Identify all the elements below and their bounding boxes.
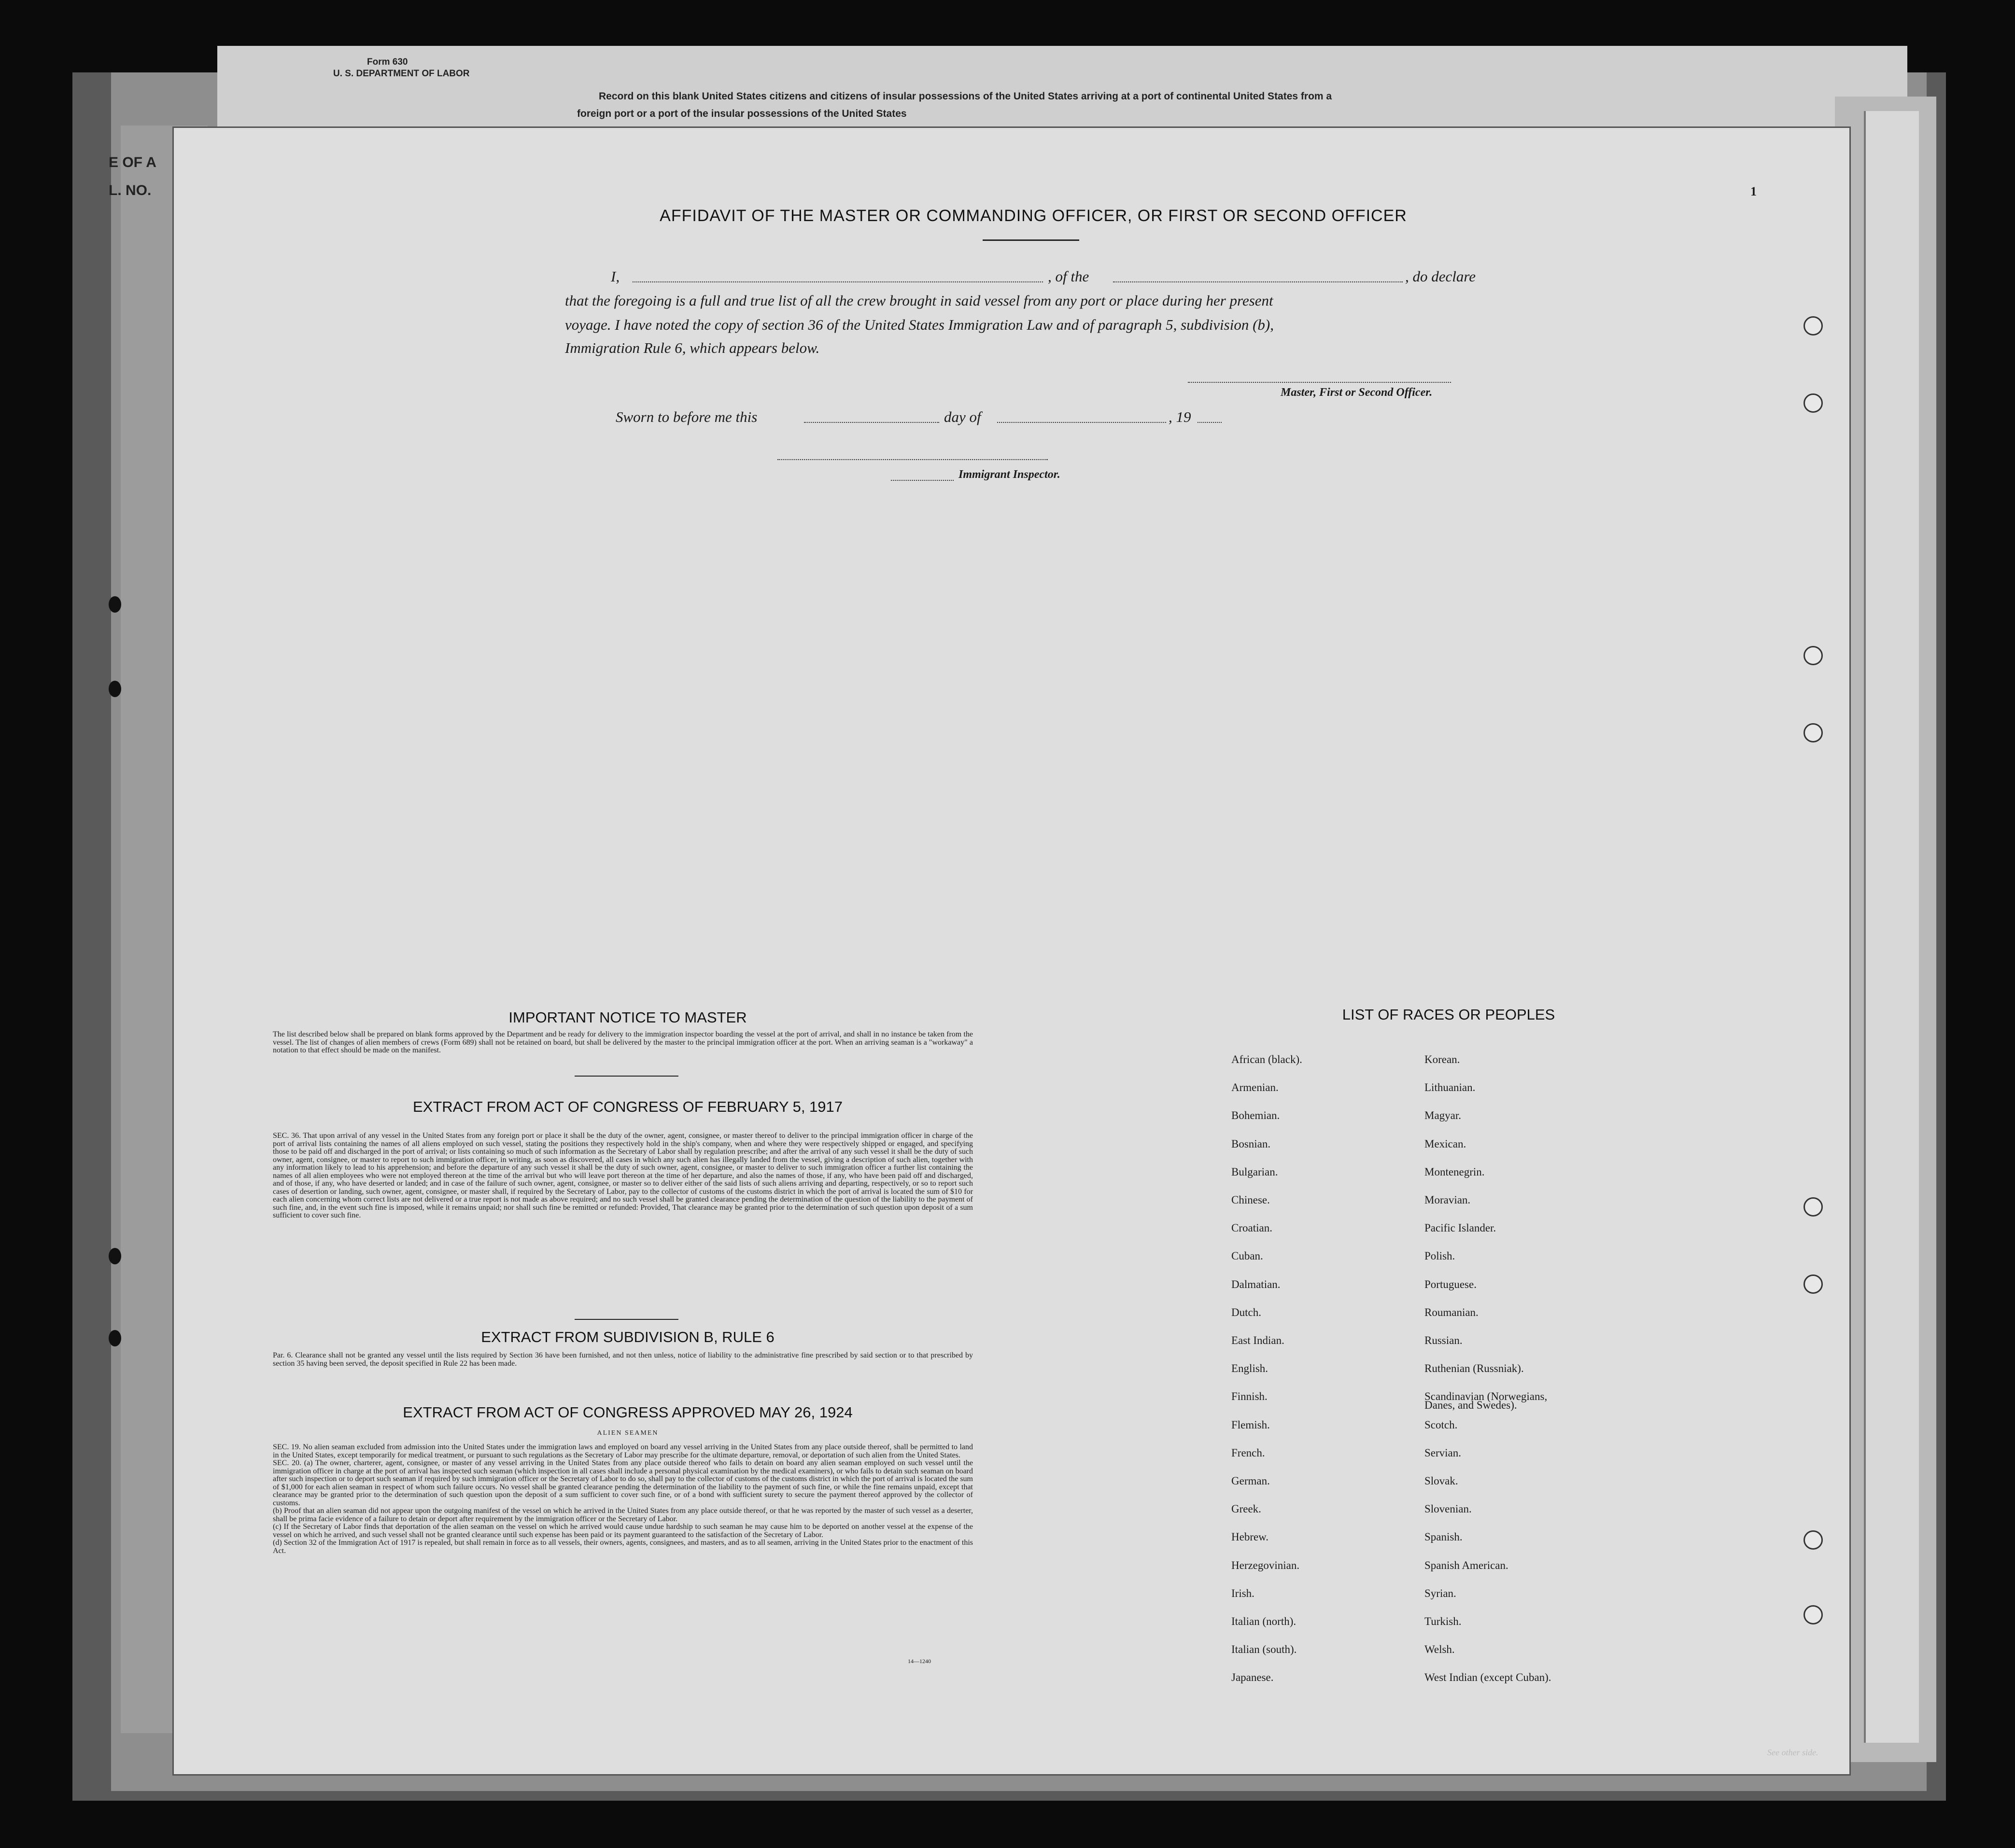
race-item: Bohemian. xyxy=(1231,1109,1280,1121)
sec-20a-paragraph: SEC. 20. (a) The owner, charterer, agent, consignee, or master of any vessel arriving in the United States from any place outside thereof who fails to detain on board any alien seaman employed on such vessel until the immigration officer in charge at the port of arrival has inspected such seaman (which inspection in all cases shall include a personal physical examination by the medical examiners), or who fails to detain such seaman on board after such inspection or to deport such seaman if required by such immigration officer or the Secretary of Labor to do so, shall pay to the collector of customs of the customs district in which the port of arrival is located the sum of $1,000 for each alien seaman in respect of whom such failure occurs. No vessel shall be granted clearance pending the determination of the liability to the payment of such fine, or while the fine remains unpaid, except that clearance may be granted prior to the determination of such question upon the deposit of a sum sufficient to cover such fine, or of a bond with sufficient surety to secure the payment thereof approved by the collector of customs. xyxy=(273,1459,973,1507)
race-item: Dalmatian. xyxy=(1231,1278,1281,1290)
race-item: Italian (south). xyxy=(1231,1643,1297,1655)
race-item: Mexican. xyxy=(1424,1138,1466,1150)
sec-20b-paragraph: (b) Proof that an alien seaman did not appear upon the outgoing manifest of the vessel on which he arrived in the United States from any place outside thereof, or that he was reported by the master of such vessel as a deserter, shall be prima facie evidence of a failure to detain or deport after requirement by the immigration officer or the Secretary of Labor. xyxy=(273,1507,973,1523)
sec-19-paragraph: SEC. 19. No alien seaman excluded from admission into the United States under the immigration laws and employed on board any vessel arriving in the United States from any place outside thereof, shall be permitted to land in the United States, except temporarily for medical treatment, or pursuant to such regulations as the Secretary of Labor may prescribe for the ultimate departure, removal, or deportation of such alien from the United States. xyxy=(273,1443,973,1459)
race-item: Scandinavian (Norwegians, xyxy=(1424,1390,1548,1402)
race-item: Bosnian. xyxy=(1231,1138,1271,1150)
race-item: Chinese. xyxy=(1231,1194,1270,1206)
top-form-number: Form 630 xyxy=(367,57,408,67)
see-other-side: See other side. xyxy=(1767,1748,1818,1757)
race-item: Irish. xyxy=(1231,1587,1254,1599)
race-item: Greek. xyxy=(1231,1503,1261,1515)
sworn-year-field[interactable] xyxy=(1198,421,1222,423)
punch-hole xyxy=(1804,1197,1823,1217)
punch-hole xyxy=(1804,723,1823,742)
race-item: English. xyxy=(1231,1362,1268,1374)
race-item: Roumanian. xyxy=(1424,1306,1479,1318)
race-item: Slovak. xyxy=(1424,1475,1458,1487)
binder-hole xyxy=(109,681,121,697)
affidavit-of-the: , of the xyxy=(1048,268,1089,285)
race-item: Spanish. xyxy=(1424,1531,1463,1543)
notice-body: The list described below shall be prepared on blank forms approved by the Department and be ready for delivery to the immigration inspector boarding the vessel at the port of arrival, and shall in no instance be taken from the vessel. The list of changes of alien members of crews (Form 689) shall not be retained on board, but shall be delivered by the master to the principal immigration officer at the port. When an arriving seaman is a "workaway" a notation to that effect should be made on the manifest. xyxy=(273,1030,973,1054)
affidavit-do-declare: , do declare xyxy=(1405,268,1476,285)
sworn-day-field[interactable] xyxy=(804,421,939,423)
binder-hole xyxy=(109,596,121,613)
race-item: Finnish. xyxy=(1231,1390,1268,1402)
sworn-month-field[interactable] xyxy=(997,421,1166,423)
affidavit-line-4: Immigration Rule 6, which appears below. xyxy=(565,339,820,356)
section-rule xyxy=(575,1076,678,1077)
race-item: Herzegovinian. xyxy=(1231,1559,1300,1571)
section-rule xyxy=(575,1319,678,1320)
race-item: Italian (north). xyxy=(1231,1615,1296,1627)
race-item: German. xyxy=(1231,1475,1270,1487)
extract-1924-title: EXTRACT FROM ACT OF CONGRESS APPROVED MAY 26, 1924 xyxy=(403,1404,853,1421)
race-item: West Indian (except Cuban). xyxy=(1424,1671,1551,1683)
race-item: Danes, and Swedes). xyxy=(1424,1399,1517,1411)
left-edge-text-2: L. NO. xyxy=(109,182,152,198)
sworn-label: Sworn to before me this xyxy=(616,408,758,425)
top-form-line1: Record on this blank United States citizens and citizens of insular possessions of the United States arriving at a port of continental United States from a xyxy=(599,91,1332,102)
extract-1917-title: EXTRACT FROM ACT OF CONGRESS OF FEBRUARY 5, 1917 xyxy=(412,1098,843,1115)
inspector-label: Immigrant Inspector. xyxy=(958,468,1060,481)
sec-20d-paragraph: (d) Section 32 of the Immigration Act of 1917 is repealed, but shall remain in force as to all vessels, their owners, agents, consignees, and masters, and as to all seamen, arriving in the United States prior to the enactment of this Act. xyxy=(273,1539,973,1555)
race-item: Lithuanian. xyxy=(1424,1081,1476,1093)
year-label: , 19 xyxy=(1169,408,1191,425)
race-item: Japanese. xyxy=(1231,1671,1274,1683)
affidavit-title: AFFIDAVIT OF THE MASTER OR COMMANDING OFFICER, OR FIRST OR SECOND OFFICER xyxy=(660,207,1407,225)
vessel-name-field[interactable] xyxy=(1113,281,1403,282)
race-item: Croatian. xyxy=(1231,1222,1272,1234)
race-item: Bulgarian. xyxy=(1231,1166,1278,1178)
race-item: Flemish. xyxy=(1231,1419,1270,1431)
race-item: Dutch. xyxy=(1231,1306,1261,1318)
race-item: Spanish American. xyxy=(1424,1559,1508,1571)
race-item: Welsh. xyxy=(1424,1643,1455,1655)
left-edge-text-1: E OF A xyxy=(109,154,156,170)
race-item: Montenegrin. xyxy=(1424,1166,1485,1178)
race-item: East Indian. xyxy=(1231,1334,1284,1346)
race-item: Magyar. xyxy=(1424,1109,1462,1121)
print-code: 14—1240 xyxy=(908,1658,931,1665)
day-of-label: day of xyxy=(944,408,981,425)
race-item: Scotch. xyxy=(1424,1419,1458,1431)
extract-1924-body xyxy=(273,1443,973,1555)
extract-1917-body: SEC. 36. That upon arrival of any vessel in the United States from any foreign port or place it shall be the duty of the owner, agent, consignee, or master thereof to deliver to the principal immigration officer in charge of the port of arrival lists containing the names of all aliens employed on such vessel, stating the positions they respectively hold in the ship's company, when and where they were respectively shipped or engaged, and specifying those to be paid off and discharged in the port of arrival; or lists containing so much of such information as the Secretary of Labor shall by regulation prescribe; and after the arrival of any such vessel it shall be the duty of such owner, agent, consignee, or master to report to such immigration officer, in writing, as soon as discovered, all cases in which any such alien has illegally landed from the vessel, giving a description of such alien, together with any information likely to lead to his apprehension; and before the departure of any such vessel it shall be the duty of such owner, agent, consignee, or master to deliver to such immigration officer a further list containing the names of all alien employees who were not employed thereon at the time of the arrival but who will leave port thereon at the time of her departure, and also the names of those, if any, who have been paid off and discharged, and of those, if any, who have deserted or landed; and in case of the failure of such owner, agent, consignee, or master so to deliver either of the said lists of such aliens arriving and departing, respectively, or so to report such cases of desertion or landing, such owner, agent, consignee, or master shall, if required by the Secretary of Labor, pay to the collector of customs of the customs district in which the port of arrival is located the sum of $10 for each alien concerning whom correct lists are not delivered or a true report is not made as above required; and no such vessel shall be granted clearance pending the determination of the question of the liability to the payment of such fine, and, in the event such fine is imposed, while it remains unpaid; nor shall such fine be remitted or refunded: Provided, That clearance may be granted prior to the determination of such question upon deposit of a sum sufficient to cover such fine. xyxy=(273,1132,973,1219)
punch-hole xyxy=(1804,1605,1823,1624)
race-item: Moravian. xyxy=(1424,1194,1471,1206)
race-item: Servian. xyxy=(1424,1447,1462,1459)
race-item: Polish. xyxy=(1424,1250,1455,1262)
extract-rule6-title: EXTRACT FROM SUBDIVISION B, RULE 6 xyxy=(481,1329,775,1345)
race-item: Russian. xyxy=(1424,1334,1463,1346)
inspector-signature-lead xyxy=(891,479,954,481)
race-item: French. xyxy=(1231,1447,1265,1459)
punch-hole xyxy=(1804,646,1823,665)
master-signature-field[interactable] xyxy=(1188,381,1451,383)
top-form-line2: foreign port or a port of the insular possessions of the United States xyxy=(577,108,907,119)
race-item: Slovenian. xyxy=(1424,1503,1472,1515)
notice-title: IMPORTANT NOTICE TO MASTER xyxy=(508,1009,747,1026)
alien-seamen-subtitle: ALIEN SEAMEN xyxy=(597,1429,659,1437)
binder-hole xyxy=(109,1330,121,1346)
extract-rule6-body: Par. 6. Clearance shall not be granted any vessel until the lists required by Section 36 have been furnished, and not then unless, notice of liability to the administrative fine prescribed by said section or to that prescribed by section 35 having been served, the deposit specified in Rule 22 has been made. xyxy=(273,1351,973,1368)
race-item: Cuban. xyxy=(1231,1250,1263,1262)
affidavit-i-label: I, xyxy=(611,268,620,285)
race-item: Armenian. xyxy=(1231,1081,1279,1093)
affidavit-line-3: voyage. I have noted the copy of section 36 of the United States Immigration Law and of paragraph 5, subdivision (b), xyxy=(565,316,1274,333)
inspector-signature-field[interactable] xyxy=(777,459,1048,460)
title-rule xyxy=(983,239,1079,241)
races-title: LIST OF RACES OR PEOPLES xyxy=(1342,1006,1555,1023)
punch-hole xyxy=(1804,1530,1823,1550)
race-item: Pacific Islander. xyxy=(1424,1222,1496,1234)
punch-hole xyxy=(1804,1274,1823,1294)
sec-20c-paragraph: (c) If the Secretary of Labor finds that deportation of the alien seaman on the vessel on which he arrived would cause undue hardship to such seaman he may cause him to be deported on another vessel at the expense of the vessel on which he arrived, and such vessel shall not be granted clearance until such expense has been paid or its payment guaranteed to the satisfaction of the Secretary of Labor. xyxy=(273,1523,973,1539)
binder-hole xyxy=(109,1248,121,1264)
master-signature-label: Master, First or Second Officer. xyxy=(1281,386,1433,399)
race-item: Korean. xyxy=(1424,1053,1460,1065)
right-stacked-sheets-2 xyxy=(1864,111,1919,1743)
race-item: Turkish. xyxy=(1424,1615,1462,1627)
corner-mark: 1 xyxy=(1750,184,1757,198)
affidavit-line-2: that the foregoing is a full and true list of all the crew brought in said vessel from any port or place during her present xyxy=(565,292,1273,309)
punch-hole xyxy=(1804,393,1823,413)
race-item: Syrian. xyxy=(1424,1587,1456,1599)
race-item: Hebrew. xyxy=(1231,1531,1269,1543)
race-item: Portuguese. xyxy=(1424,1278,1477,1290)
race-item: African (black). xyxy=(1231,1053,1302,1065)
top-form-department: U. S. DEPARTMENT OF LABOR xyxy=(333,69,470,79)
punch-hole xyxy=(1804,316,1823,336)
race-item: Ruthenian (Russniak). xyxy=(1424,1362,1524,1374)
master-name-field[interactable] xyxy=(633,281,1043,282)
